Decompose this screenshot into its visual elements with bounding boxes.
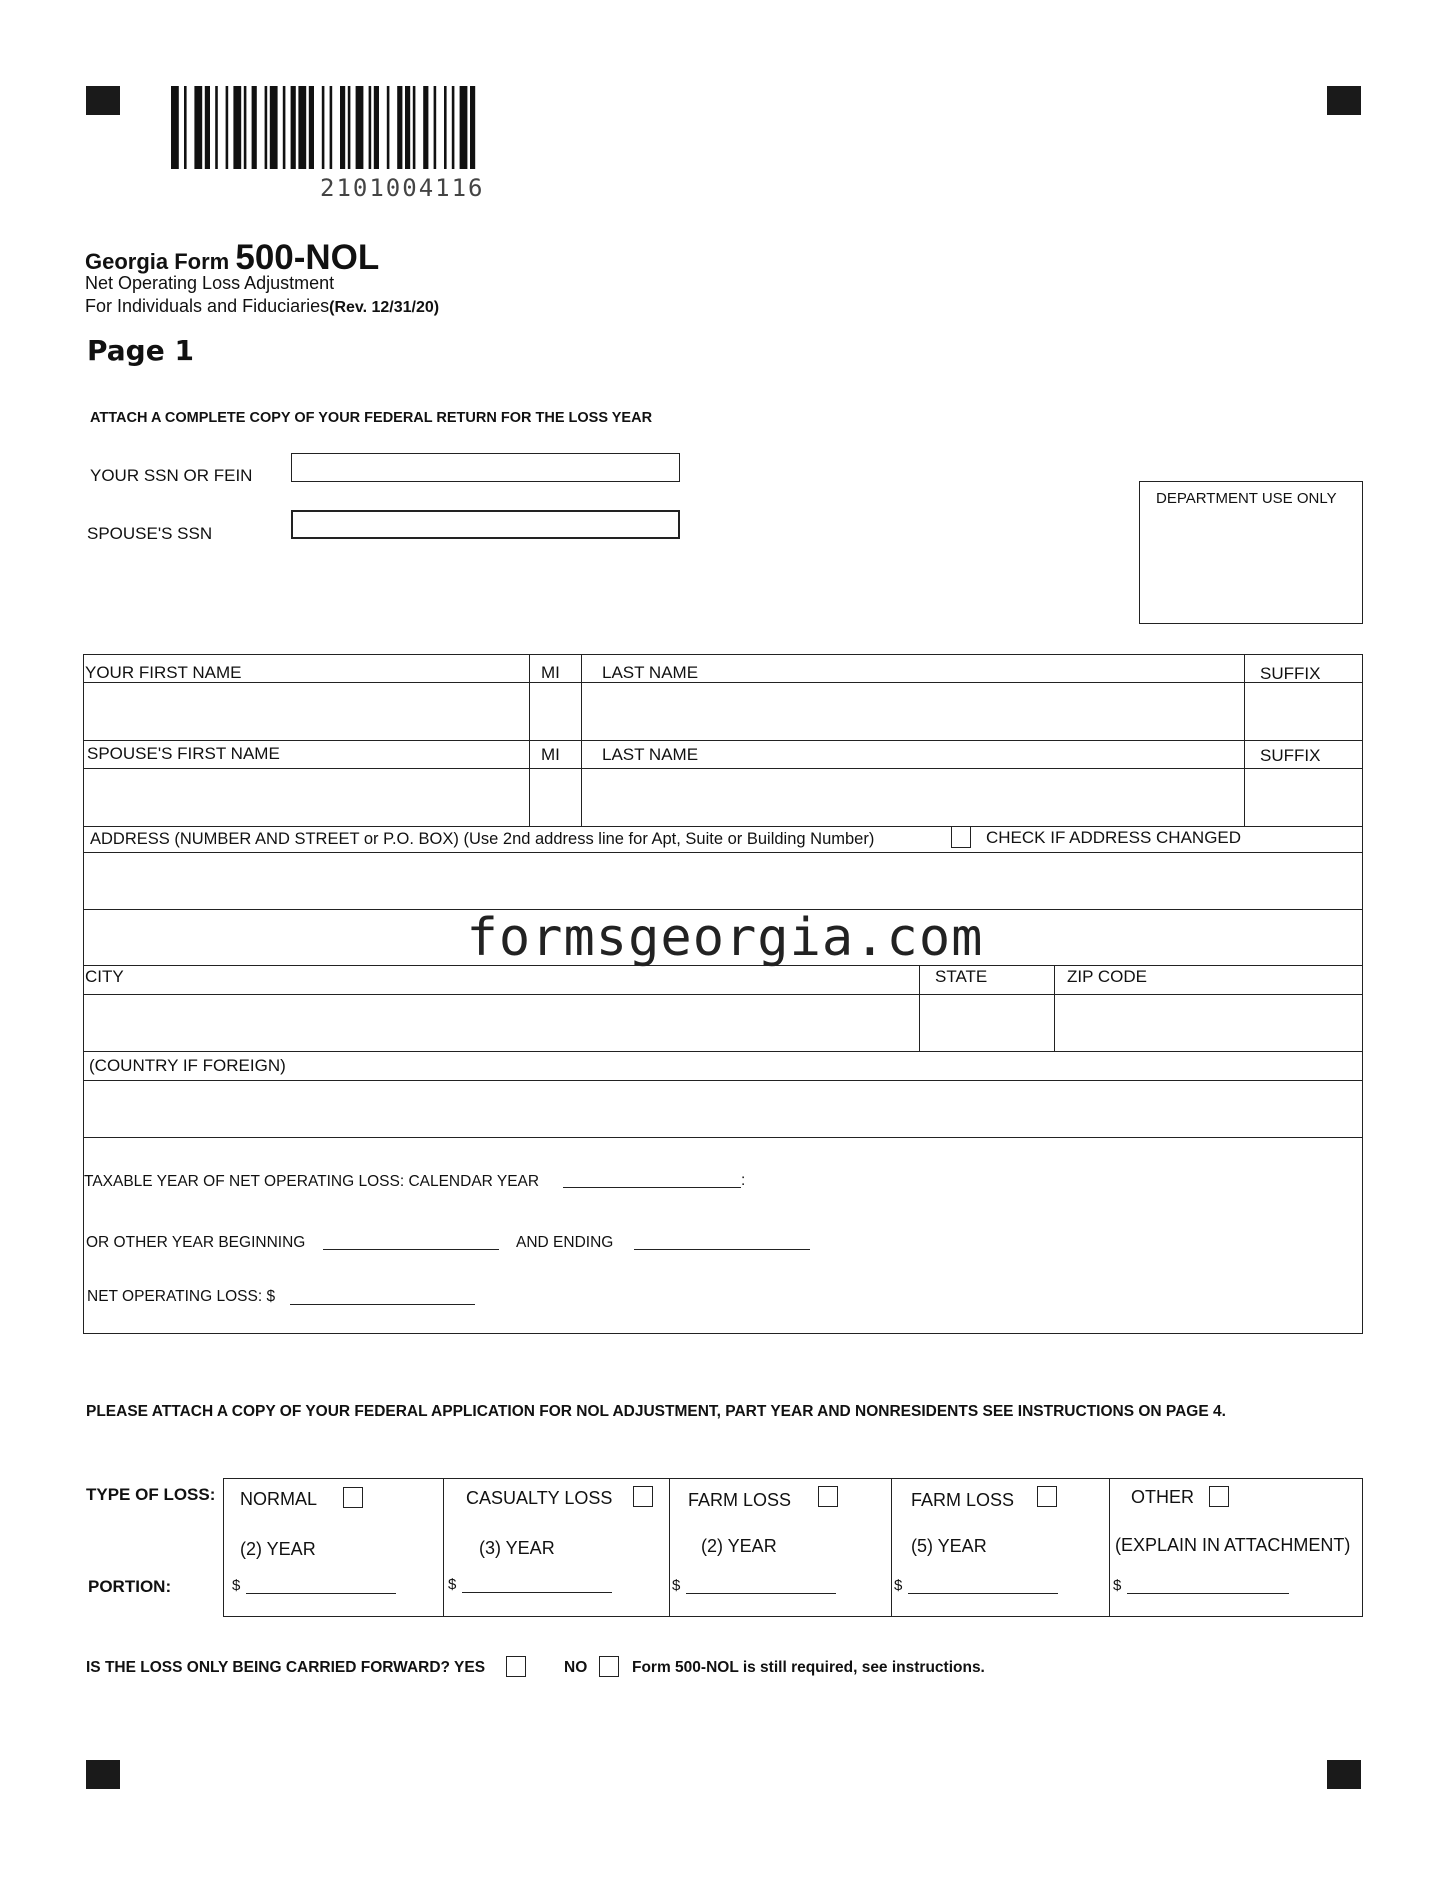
spouse-suffix-input[interactable] [1246, 770, 1360, 824]
spouse-suffix-label: SUFFIX [1260, 746, 1321, 765]
loss-other-label: OTHER [1131, 1487, 1194, 1507]
loss-farm-5yr-sub: (5) YEAR [911, 1536, 987, 1556]
address-label: ADDRESS (NUMBER AND STREET or P.O. BOX) (Use 2nd address line for Apt, Suite or Building Number) [90, 830, 875, 848]
loss-other-portion-field[interactable] [1127, 1593, 1289, 1594]
calendar-year-colon: : [741, 1172, 746, 1189]
barcode-bar [244, 86, 247, 169]
loss-other-dollar: $ [1113, 1577, 1122, 1594]
calendar-year-field[interactable] [563, 1187, 741, 1188]
barcode-bar [434, 86, 437, 169]
state-label: STATE [935, 967, 988, 986]
barcode-bar [205, 86, 210, 169]
form-subtitle-2 [85, 296, 439, 317]
country-label: (COUNTRY IF FOREIGN) [89, 1056, 286, 1075]
loss-other-checkbox[interactable] [1209, 1486, 1229, 1507]
watermark: formsgeorgia.com [466, 908, 984, 968]
loss-farm-2yr-checkbox[interactable] [818, 1486, 838, 1507]
attach-federal-return-note: ATTACH A COMPLETE COPY OF YOUR FEDERAL RETURN FOR THE LOSS YEAR [90, 410, 653, 426]
zip-label: ZIP CODE [1067, 967, 1147, 986]
barcode-bar [309, 86, 314, 169]
spouse-first-name-label: SPOUSE'S FIRST NAME [87, 744, 280, 763]
loss-casualty-sub: (3) YEAR [479, 1538, 555, 1558]
net-operating-loss-field[interactable] [290, 1304, 475, 1305]
barcode-bar [356, 86, 364, 169]
city-input[interactable] [85, 996, 917, 1049]
department-use-label: DEPARTMENT USE ONLY [1156, 490, 1337, 507]
attach-federal-application-note: PLEASE ATTACH A COPY OF YOUR FEDERAL APPLICATION FOR NOL ADJUSTMENT, PART YEAR AND NONRESIDENTS SEE INSTRUCTIONS ON PAGE 4. [86, 1403, 1226, 1420]
form-number: 500-NOL [235, 238, 380, 277]
spouse-ssn-input[interactable] [291, 510, 680, 539]
carry-forward-no-checkbox[interactable] [599, 1656, 619, 1677]
address-changed-checkbox[interactable] [951, 826, 971, 848]
loss-normal-label: NORMAL [240, 1489, 318, 1509]
address-line1-input[interactable] [85, 854, 1361, 907]
form-subtitle-1: Net Operating Loss Adjustment [85, 273, 335, 293]
barcode-bar [283, 86, 286, 169]
barcode-bar [460, 86, 468, 169]
barcode-bar [340, 86, 345, 169]
zip-input[interactable] [1056, 996, 1361, 1049]
loss-casualty-dollar: $ [448, 1576, 457, 1593]
department-use-box [1139, 481, 1363, 624]
barcode-bar [233, 86, 241, 169]
barcode-bar [298, 86, 306, 169]
spouse-mi-label: MI [541, 745, 560, 764]
barcode-bar [226, 86, 229, 169]
year-beginning-field[interactable] [323, 1249, 499, 1250]
loss-farm-2yr-sub: (2) YEAR [701, 1536, 777, 1556]
barcode-bar [270, 86, 278, 169]
state-input[interactable] [921, 996, 1052, 1049]
barcode-bar [330, 86, 333, 169]
other-year-beginning-label: OR OTHER YEAR BEGINNING [86, 1234, 306, 1251]
form-subtitle-2-text: For Individuals and Fiduciaries [85, 296, 330, 316]
country-input[interactable] [85, 1082, 1361, 1135]
barcode-bar [265, 86, 268, 169]
barcode-bar [374, 86, 379, 169]
loss-normal-sub: (2) YEAR [240, 1539, 316, 1559]
loss-normal-dollar: $ [232, 1577, 241, 1594]
calendar-year-label: TAXABLE YEAR OF NET OPERATING LOSS: CALENDAR YEAR [84, 1173, 540, 1190]
your-ssn-label: YOUR SSN OR FEIN [90, 466, 253, 485]
loss-farm-5yr-label: FARM LOSS [911, 1490, 1015, 1510]
loss-farm-5yr-checkbox[interactable] [1037, 1486, 1057, 1507]
spouse-last-name-input[interactable] [583, 770, 1242, 824]
spouse-last-name-label: LAST NAME [602, 745, 699, 764]
barcode-bar [215, 86, 218, 169]
your-ssn-input[interactable] [291, 453, 680, 482]
barcode-bar [397, 86, 402, 169]
address-changed-label: CHECK IF ADDRESS CHANGED [986, 828, 1242, 847]
barcode-bar [387, 86, 390, 169]
barcode-bar [452, 86, 455, 169]
barcode-bar [423, 86, 428, 169]
first-name-label: YOUR FIRST NAME [85, 663, 242, 682]
barcode [171, 86, 644, 169]
barcode-bar [405, 86, 410, 169]
registration-mark-bottom-left [86, 1760, 120, 1789]
first-name-input[interactable] [85, 684, 527, 738]
barcode-number: 2101004116 [320, 174, 485, 202]
city-label: CITY [85, 967, 124, 986]
loss-normal-checkbox[interactable] [343, 1487, 363, 1508]
barcode-bar [291, 86, 296, 169]
year-ending-field[interactable] [634, 1249, 810, 1250]
barcode-bar [184, 86, 187, 169]
carry-forward-yes-checkbox[interactable] [506, 1656, 526, 1677]
loss-casualty-label: CASUALTY LOSS [466, 1488, 613, 1508]
net-operating-loss-label: NET OPERATING LOSS: $ [87, 1288, 276, 1305]
suffix-label: SUFFIX [1260, 664, 1321, 683]
carry-forward-note: Form 500-NOL is still required, see instructions. [632, 1659, 985, 1676]
carry-forward-question: IS THE LOSS ONLY BEING CARRIED FORWARD? YES [86, 1659, 486, 1676]
barcode-bar [444, 86, 447, 169]
spouse-mi-input[interactable] [531, 770, 579, 824]
loss-farm-2yr-label: FARM LOSS [688, 1490, 792, 1510]
loss-farm-5yr-dollar: $ [894, 1577, 903, 1594]
last-name-label: LAST NAME [602, 663, 699, 682]
barcode-bar [470, 86, 475, 169]
carry-forward-no-label: NO [564, 1659, 588, 1676]
registration-mark-bottom-right [1327, 1760, 1361, 1789]
type-of-loss-label: TYPE OF LOSS: [86, 1485, 216, 1504]
loss-other-sub: (EXPLAIN IN ATTACHMENT) [1115, 1535, 1351, 1555]
loss-farm-2yr-dollar: $ [672, 1577, 681, 1594]
form-title-prefix: Georgia Form [85, 249, 236, 274]
loss-casualty-checkbox[interactable] [633, 1486, 653, 1507]
spouse-first-name-input[interactable] [85, 770, 527, 824]
loss-farm-5yr-portion-field[interactable] [908, 1593, 1058, 1594]
loss-casualty-portion-field[interactable] [462, 1592, 612, 1593]
loss-farm-2yr-portion-field[interactable] [686, 1593, 836, 1594]
barcode-bar [413, 86, 416, 169]
barcode-bar [194, 86, 202, 169]
barcode-bar [252, 86, 257, 169]
mi-input[interactable] [531, 684, 579, 738]
last-name-input[interactable] [583, 684, 1242, 738]
barcode-bar [369, 86, 372, 169]
form-title [85, 238, 379, 278]
form-revision: (Rev. 12/31/20) [329, 299, 440, 316]
suffix-input[interactable] [1246, 684, 1360, 738]
page-label: Page 1 [87, 334, 194, 367]
loss-normal-portion-field[interactable] [246, 1593, 396, 1594]
registration-mark-top-left [86, 86, 120, 115]
barcode-bar [322, 86, 325, 169]
barcode-bar [171, 86, 179, 169]
registration-mark-top-right [1327, 86, 1361, 115]
barcode-bar [348, 86, 351, 169]
mi-label: MI [541, 663, 560, 682]
year-ending-label: AND ENDING [516, 1234, 614, 1251]
spouse-ssn-label: SPOUSE'S SSN [87, 524, 213, 543]
portion-label: PORTION: [88, 1577, 172, 1596]
